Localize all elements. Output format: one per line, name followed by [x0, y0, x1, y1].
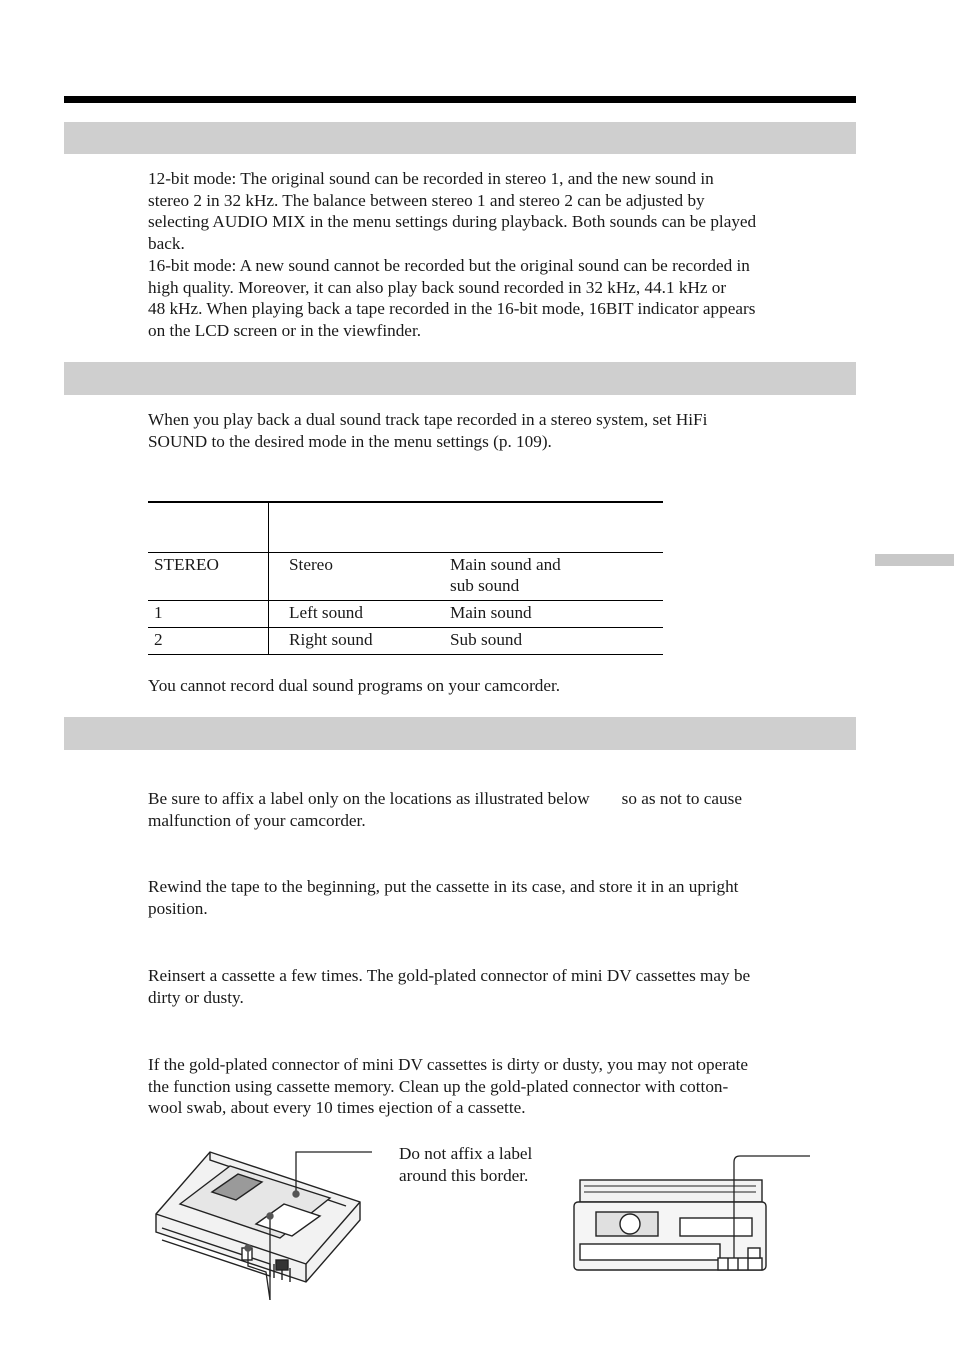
section-header-bar: [64, 362, 856, 395]
table-top-rule: [148, 501, 663, 503]
table-cell: sub sound: [450, 576, 520, 595]
text-fragment: Be sure to affix a label only on the locations as illustrated below: [148, 789, 590, 808]
table-header-rule: [148, 552, 663, 553]
table-cell: 1: [154, 603, 163, 622]
table-cell: Main sound: [450, 603, 532, 622]
text-line: You cannot record dual sound programs on your camcorder.: [148, 676, 561, 695]
table-row-rule: [148, 627, 663, 628]
text-line: dirty or dusty.: [148, 987, 244, 1007]
section2-text: [148, 409, 858, 452]
side-tab-marker: [875, 554, 954, 566]
section-header-bar: [64, 122, 856, 154]
text-fragment: so as not to cause: [621, 789, 742, 808]
table-cell: Left sound: [289, 603, 363, 622]
table-cell: Right sound: [289, 630, 373, 649]
text-line: on the LCD screen or in the viewfinder.: [148, 320, 422, 340]
text-line: SOUND to the desired mode in the menu settings (p. 109).: [148, 431, 552, 451]
text-line: [148, 788, 858, 810]
text-line: stereo 2 in 32 kHz. The balance between stereo 1 and stereo 2 can be adjusted by: [148, 190, 705, 210]
text-line: 16-bit mode: A new sound cannot be recorded but the original sound can be recorded in: [148, 255, 750, 275]
section-header-bar: [64, 717, 856, 750]
text-line: selecting AUDIO MIX in the menu settings during playback. Both sounds can be played: [148, 212, 757, 232]
text-line: Reinsert a cassette a few times. The gold-plated connector of mini DV cassettes may be: [148, 966, 751, 985]
table-bottom-rule: [148, 654, 663, 655]
text-line: When you play back a dual sound track tape recorded in a stereo system, set HiFi: [148, 410, 708, 429]
cassette-front-illustration: [574, 1180, 766, 1270]
connector-paragraph: [148, 1054, 858, 1119]
table-cell: 2: [154, 630, 163, 649]
table-cell: STEREO: [154, 555, 219, 574]
text-line: 48 kHz. When playing back a tape recorded in the 16-bit mode, 16BIT indicator appears: [148, 299, 756, 319]
section1-text: [148, 168, 858, 342]
text-line: around this border.: [399, 1165, 529, 1185]
storage-paragraph: [148, 876, 858, 919]
text-line: malfunction of your camcorder.: [148, 810, 366, 830]
section2-note: [148, 675, 858, 697]
cassette-perspective-illustration: [156, 1152, 360, 1282]
table-row-rule: [148, 600, 663, 601]
top-rule: [64, 96, 856, 103]
text-line: Do not affix a label: [399, 1144, 533, 1163]
text-line: back.: [148, 234, 185, 254]
table-cell: Main sound and: [450, 555, 561, 574]
text-line: position.: [148, 898, 208, 918]
text-line: If the gold-plated connector of mini DV cassettes is dirty or dusty, you may not operate: [148, 1055, 748, 1074]
table-column-divider: [268, 503, 269, 655]
text-line: wool swab, about every 10 times ejection of a cassette.: [148, 1098, 526, 1118]
text-line: high quality. Moreover, it can also play back sound recorded in 32 kHz, 44.1 kHz or: [148, 277, 727, 297]
text-line: Rewind the tape to the beginning, put the cassette in its case, and store it in an upright: [148, 877, 739, 896]
text-line: 12-bit mode: The original sound can be recorded in stereo 1, and the new sound in: [148, 169, 714, 188]
label-paragraph: [148, 788, 858, 831]
text-line: the function using cassette memory. Clean up the gold-plated connector with cotton-: [148, 1076, 729, 1096]
table-cell: Sub sound: [450, 630, 523, 649]
reinsert-paragraph: [148, 965, 858, 1008]
diagram-callout-label: [399, 1143, 569, 1186]
table-cell: Stereo: [289, 555, 333, 574]
